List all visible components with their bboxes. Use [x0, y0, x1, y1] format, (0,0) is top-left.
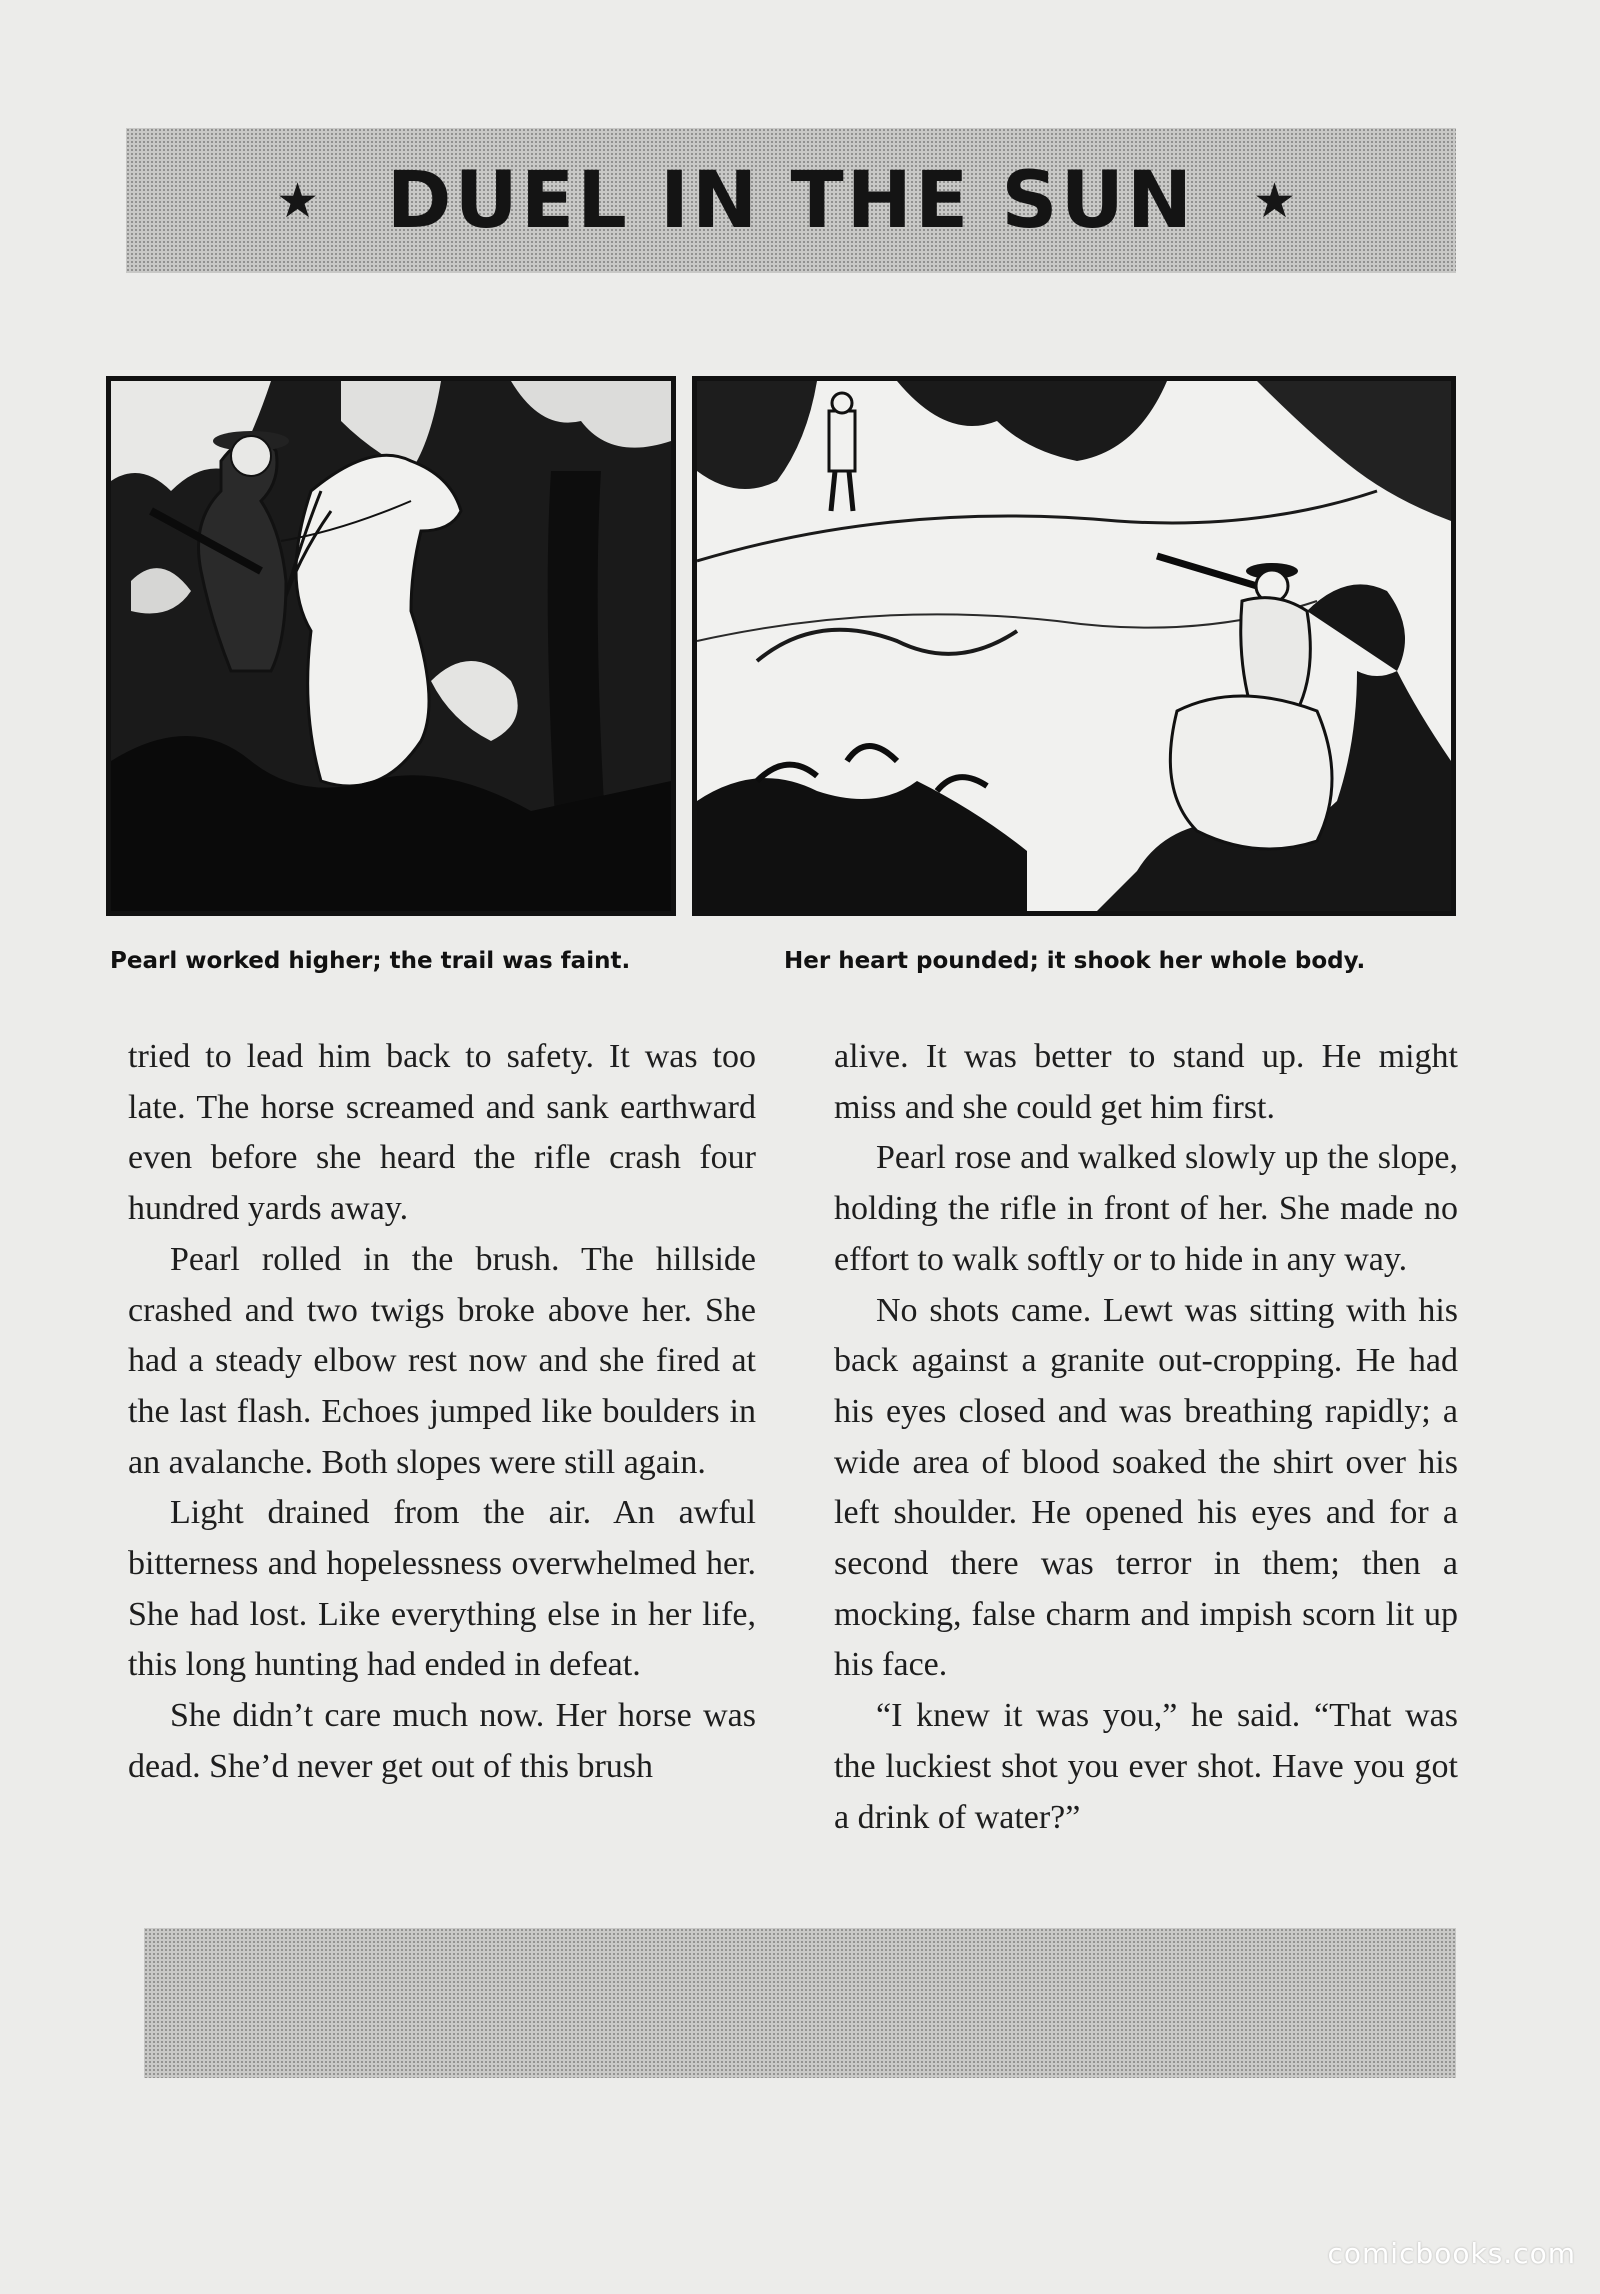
- story-paragraph: No shots came. Lewt was sitting with his back against a granite out-cropping. He had his eyes closed and was breathing rapidly; a wide area of blood soaked the shirt over his left shoulder. He opened his eyes and for a second there was terror in them; then a mocking, false charm and impish scorn lit up his face.: [834, 1291, 1458, 1684]
- bottom-halftone-banner: [144, 1928, 1456, 2078]
- title-banner: [126, 128, 1456, 273]
- story-paragraph: She didn’t care much now. Her horse was dead. She’d never get out of this brush: [128, 1697, 756, 1785]
- illustration-panel-ridge-shot: [692, 376, 1456, 916]
- story-paragraph: “I knew it was you,” he said. “That was the luckiest shot you ever shot. Have you got a drink of water?”: [834, 1697, 1458, 1836]
- star-icon: ★: [1252, 172, 1296, 229]
- story-paragraph: Light drained from the air. An awful bitterness and hopelessness overwhelmed her. She had lost. Like everything else in her life, this long hunting had ended in defeat.: [128, 1494, 756, 1684]
- watermark: comicbooks.com: [1327, 2237, 1576, 2270]
- rider-woods-illustration: [111, 381, 671, 911]
- story-paragraph: tried to lead him back to safety. It was too late. The horse screamed and sank earthward even before she heard the rifle crash four hundred yards away.: [128, 1038, 756, 1228]
- illustration-panel-rider-woods: [106, 376, 676, 916]
- star-icon: ★: [276, 172, 320, 229]
- story-paragraph: alive. It was better to stand up. He might miss and she could get him first.: [834, 1038, 1458, 1126]
- ridge-shot-illustration: [697, 381, 1451, 911]
- panel-caption: Her heart pounded; it shook her whole body.: [784, 948, 1366, 974]
- story-column-left: [128, 1032, 756, 1793]
- story-paragraph: Pearl rose and walked slowly up the slope, holding the rifle in front of her. She made no effort to walk softly or to hide in any way.: [834, 1139, 1458, 1278]
- story-column-right: [834, 1032, 1458, 1843]
- panel-caption: Pearl worked higher; the trail was faint.: [110, 948, 631, 974]
- page-title: DUEL IN THE SUN: [386, 155, 1196, 246]
- story-paragraph: Pearl rolled in the brush. The hillside crashed and two twigs broke above her. She had a steady elbow rest now and she fired at the last flash. Echoes jumped like boulders in an avalanche. Both slopes were still again.: [128, 1240, 756, 1481]
